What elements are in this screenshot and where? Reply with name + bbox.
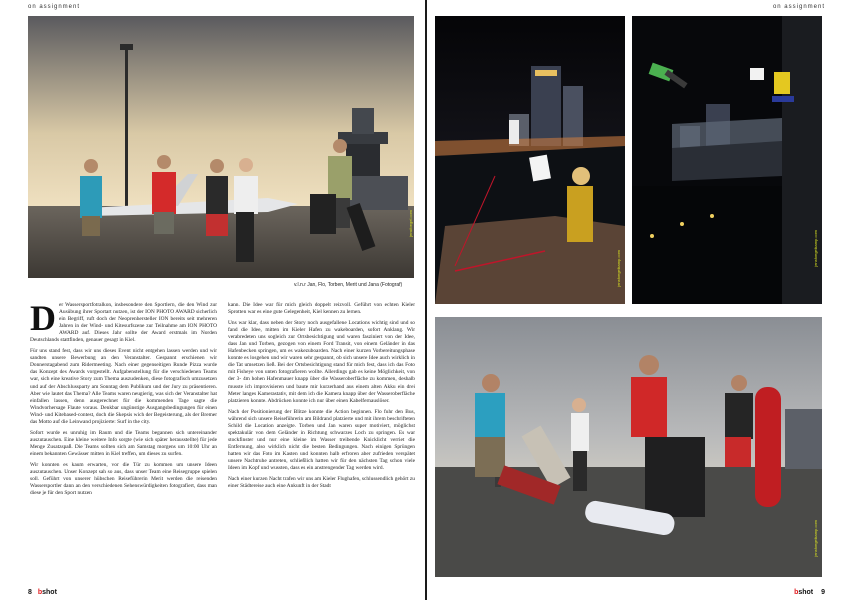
wakeboard-night-photo-2 (632, 16, 822, 304)
col2-paragraph-4: Nach einer kurzen Nacht trafen wir uns am Kieler Flughafen, schlussendlich gehört zu einer Städtereise auch eine Ankunft in der Stadt (228, 476, 415, 490)
article-column-2 (228, 302, 415, 494)
page-number-left: 8 (28, 589, 32, 596)
wakeboard-night-photo-1 (435, 16, 625, 304)
left-page (0, 0, 426, 600)
footer-left (28, 589, 57, 596)
photo-credit-1: jensfoegel.com (408, 210, 413, 237)
photo-credit-2: jensfoegelkamp.com (616, 250, 621, 287)
page-number-right: 9 (821, 589, 825, 596)
magazine-logo-left: bshot (37, 589, 57, 596)
col2-paragraph-3: Nach der Positionierung der Blitze konnte die Action beginnen. Flo fuhr den Bus, während sich unsere Reiseführerin am Bildrand platzierte und mit ihrem beschrifteten Schild die Location anzeigte. Torben und Jan waren super motiviert, möglichst spektakulär von dem Geländer in Richtung schwarzes Loch zu springen. Es war stockfinster und nur eine kleine im Wasser treibende Knicklicht verriet die Entfernung, also wirklich nicht die besten Bedingungen. Nach einigen Sprüngen hatten wir das Foto im Kasten und konnten halb erfroren aber zufrieden verspätet unsere Nachtruhe antreten, schließlich hatten wir für den nächsten Tag schon viele Ideen im Kopf und wussten, dass es ein anstrengender Tag werden wird. (228, 408, 415, 472)
photo-credit-4: jensfoegelkamp.com (813, 520, 818, 557)
col1-paragraph-4: Wir konnten es kaum erwarten, vor die Tür zu kommen um unsere Ideen auszutauschen. Unser Konzept sah so aus, dass unser Team eine Reisegruppe spielen soll. Geführt von unserer hübschen Reiseführerin Merit werden die reisenden Wassersportler dann an den verschiedenen Sehenswürdigkeiten fotografiert, dass man diese je für den Sport nutzen (30, 461, 217, 497)
photo-credit-3: jensfoegelkamp.com (813, 230, 818, 267)
col1-paragraph-1: er Wassersportfotralkon, insbesondere den Sportlern, die den Wind zur Ausübung ihrer Sportart nutzen, ist der ION PHOTO AWARD sicherlich ein Begriff, ruft doch der Neoprenhersteller ION bereits seit mehreren Jahren in der Wind- und Kitesurfszene zur Teilnahme am ION PHOTO AWARD auf. Dieses Jahr sollte der Award erstmals im Norden Deutschlands stattfinden, genauer gesagt in Kiel. (30, 302, 217, 344)
footer-right (794, 589, 825, 596)
photo-caption: v.l.n.r Jan, Flo, Torben, Merit und Jana (Fotograf) (294, 282, 403, 288)
group-photo-boards (435, 317, 822, 577)
magazine-logo-right: bshot (794, 589, 814, 596)
dropcap: D (30, 298, 56, 338)
right-page (427, 0, 853, 600)
article-column-1 (30, 298, 217, 501)
col1-paragraph-2: Für uns stand fest, dass wir uns dieses Event nicht entgehen lassen werden und wir sandten unsere Bewerbung an den Veranstalter. Gespannt erschienen wir Donnerstagabend zum Ridermeeting. Nach einer gegenseitigen Runde Pizza wurde das Konzept des Awards vorgestellt. Aufgabenstellung für die verschiedenen Teams war, sich eine kreative Story zum Thema auszudenken, diese fotografisch umzusetzen und auf der Abschlussparty am Sonntag dem Publikum und der Jury zu präsentieren. Aber wie lautet das Thema? Alle Teams waren neugierig, was sich der Veranstalter hat einfallen lassen, denn ausgerechnet für die kommenden Tage sagte die Windvorhersage Flaute voraus. Denkbar ungünstige Ausgangsbedingungen für einen Wind- und Kitebased-contest, doch die Skepsis wich der Begeisterung, als der Bremer das Motto auf die Leinwand projizierte: Surf in the city. (30, 348, 217, 425)
section-header-right: on assignment (772, 4, 825, 10)
section-header-left: on assignment (28, 4, 81, 10)
group-photo-airport (28, 16, 414, 278)
col2-paragraph-1: kann. Die Idee war für mich gleich doppelt reizvoll. Geführt von echten Kieler Sprotten war es eine gute Gelegenheit, Kiel kennen zu lernen. (228, 302, 415, 316)
col1-paragraph-3: Sofort wurde es unruhig im Raum und die Teams begannen sich untereinander auszutauschen. Eine kleine weitere Info sorgte (wie sich später herausstellte) für jede Menge Zusatzspaß. Die Teams sollten sich am Samstag morgens um 10:00 Uhr an einem bekannten Gewässer mitten in Kiel treffen, um dieses zu surfen. (30, 429, 217, 457)
col2-paragraph-2: Uns war klar, dass neben der Story noch ausgefallene Locations wichtig sind und so fand die Idee, mitten im Kieler Hafen zu wakeboarden, sofort Anklang. Wir verabredeten uns sogleich zur Ortsbesichtigung und waren fasziniert von der Idee, dass Jan und Torben, gezogen von einem Ford Transit, von einem Geländer in das Hafenbecken springen, um es wakezuboarden. Nach einer kurzen Vorbereitungsphase konnte es losgehen und wir waren sehr gespannt, ob sich unsere Idee auch wirklich in die Tat umsetzen ließ. Bei der Ortsbesichtigung stand für mich fest, dass ich das Foto mit Fisheye von unten fotografieren wollte. Allerdings gab es keine Möglichkeit, von der 3- 4m hohen Hafenmauer knapp über die Wasseroberfläche zu kommen, deshalb musste ich improvisieren und baute mir kurzerhand aus einem alten Akku ein drei Meter langes Kamerastativ, mit dem ich die Kamera knapp über der Wasseroberfläche platzieren konnte. Abdrücken konnte ich nur über einen Kabelfernauslöser. (228, 320, 415, 404)
